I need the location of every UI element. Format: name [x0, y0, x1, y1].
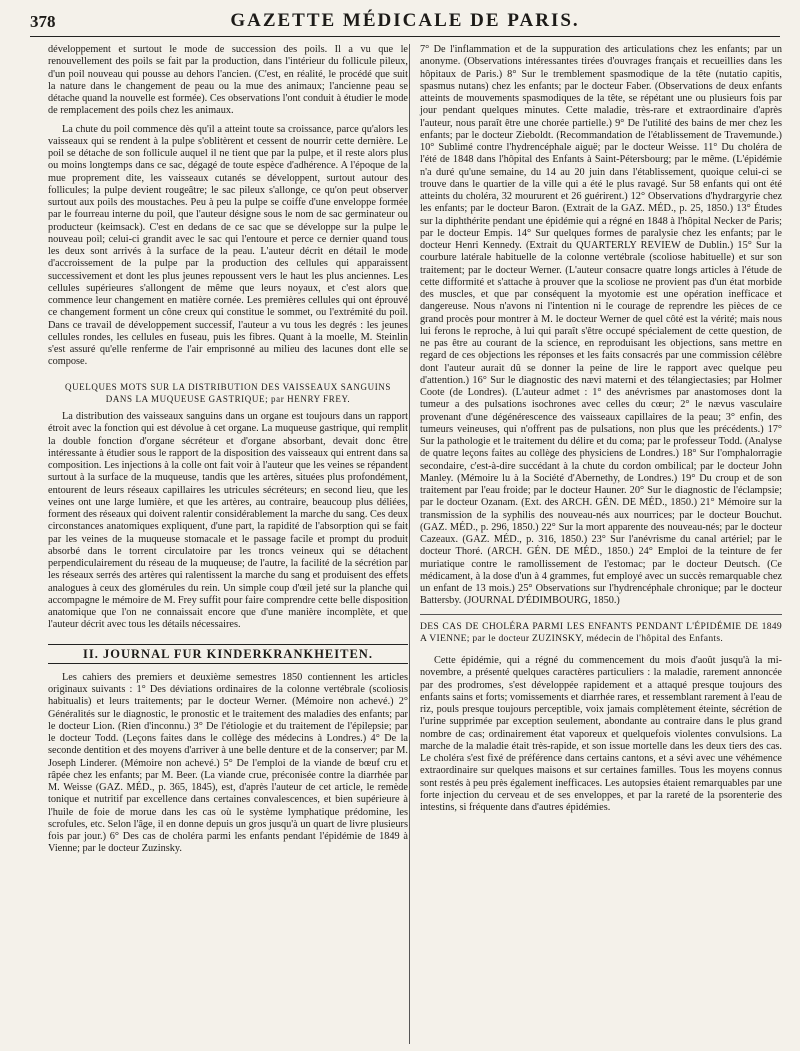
page-number: 378 [30, 12, 56, 31]
left-column [48, 44, 408, 856]
left-paragraph-3: La distribution des vaisseaux sanguins dans un organe est toujours dans un rapport étroit avec la fonction qui est dévolue à cet organe. La muqueuse gastrique, qui remplit la double fonction d'organe sécréteur et d'organe absorbant, devait donc être intéressante à étudier sous le rapport de la disposition des vaisseaux qui entrent dans sa composition. Les injections à la colle ont fait voir à l'auteur que les veines se répandent surtout à la surface de la muqueuse, tandis que les artères, situées plus profondément, entourent de leurs réseaux capillaires les utricules sécréteurs; en second lieu, que les veines ont une large lumière, et que les artères, au contraire, beaucoup plus déliées, forment des réseaux qui doivent ralentir considérablement la marche du sang. Ces deux circonstances anatomiques expliquent, d'une part, la rapidité de l'absorption qui se fait par les veines de la muqueuse stomacale et le passage facile et prompt du produit absorbé dans le torrent circulatoire par les troncs veineux qui se détachent perpendiculairement du réseau de la muqueuse; de l'autre, la facilité de la sécrétion par les réseaux serrés des artères qui ralentissent la marche du sang et produisent des effets analogues à ceux des glomérules du rein. Un simple coup d'œil jeté sur la planche qui accompagne le mémoire de M. Frey suffit pour faire comprendre cette belle disposition anatomique que l'on ne connaissait encore que d'une manière incomplète, et que l'auteur décrit avec tous les détails nécessaires. [48, 411, 408, 631]
page-header [30, 6, 780, 37]
left-paragraph-4: Les cahiers des premiers et deuxième semestres 1850 contiennent les articles originaux suivants : 1° Des déviations ordinaires de la colonne vertébrale (scoliosis habitualis) et leurs traitements; par le docteur Werner. (Mémoire non achevé.) 2° Généralités sur le diagnostic, le pronostic et le traitement des maladies des enfants; par le docteur Lion. (Rien d'inconnu.) 3° De l'étiologie et du traitement de l'épilepsie; par le docteur Todd. (Leçons faites dans le collège des médecins à Londres.) 4° De la seconde dentition et des moyens d'arriver à une belle denture et de la conserver; par M. Joseph Linderer. (Mémoire non achevé.) 5° De l'emploi de la viande de bœuf cru et râpée chez les enfants; par M. Beer. (La viande crue, préconisée contre la diarrhée par M. Weisse (GAZ. MÉD., p. 365, 1845), est, d'après l'auteur de cet article, le remède tonique et nutritif par excellence dans certaines convalescences, et bien supérieure à l'huile de foie de morue dans les cas où le système lymphatique prédomine, les scrofules, etc. Selon l'âge, il en donne depuis un gros jusqu'à un quart de livre plusieurs fois par jour.) 6° Des cas de choléra parmi les enfants pendant l'épidémie de 1849 à Vienne; par le docteur Zuzinsky. [48, 671, 408, 855]
column-divider [409, 44, 410, 1044]
journal-title: GAZETTE MÉDICALE DE PARIS. [230, 10, 580, 31]
divider-rule [420, 614, 782, 615]
right-paragraph-1: 7° De l'inflammation et de la suppuration des articulations chez les enfants; par un anonyme. (Observations intéressantes tirées d'ouvrages français et recueillies dans les hôpitaux de Paris.) 8° Sur le tremblement spasmodique de la tête (nutatio capitis, spasmus nutans) chez les enfants; par le docteur Faber. (Observations de deux enfants atteints de mouvements spasmodiques de la tête, se répétant une ou plusieurs fois par jour pendant quelques minutes. Cette maladie, très-rare et extraordinaire d'après l'auteur, nous paraît être une chorée partielle.) 9° De l'utilité des bains de mer chez les enfants; par le docteur Zieboldt. (Recommandation de l'établissement de Travemunde.) 10° Sublimé contre l'hydrencéphale aiguë; par le docteur Weisse. 11° Du choléra de l'été de 1848 dans l'hôpital des Enfants à Saint-Pétersbourg; par le même. (L'épidémie n'a duré qu'une semaine, du 14 au 20 juin dans l'établissement, quoique celui-ci se trouve dans le quartier de la ville qui a été le plus ravagé. Sur 58 enfants qui ont été atteints du choléra, 32 moururent et 26 guérirent.) 12° Observations d'hydrargyrie chez les enfants; par le docteur Baron. (Extrait de la GAZ. MÉD., p. 25, 1850.) 13° Études sur la diphthérite pendant une épidémie qui a régné en 1848 à l'hôpital Necker de Paris; par le docteur Empis. 14° Sur quelques formes de paralysie chez les enfants; par le docteur Henri Kennedy. (Extrait du QUARTERLY REVIEW de Dublin.) 15° Sur la courbure latérale habituelle de la colonne vertébrale (scoliose habituelle) et sur son traitement; par le docteur Werner. (L'auteur consacre quatre longs articles à l'étude de cette difformité et s'attache à prouver que la scoliose ne provient pas d'un état morbide des muscles, et que par conséquent la myotomie est une opération inefficace et dangereuse. Nous n'avons ni l'intention ni le courage de reprendre les pièces de ce grand procès pour montrer à M. le docteur Werner de quel côté est la vérité; mais nous lui ferons le reproche, à lui qui paraît s'être occupé spécialement de cette question, de ne pas être au courant de la science, en reproduisant les objections, sans mettre en regard de ces objections les réponses et les faits consacrés par une commission célèbre dont l'auteur aurait dû se donner la peine de lire le rapport avec quelque peu d'attention.) 16° Sur le diagnostic des nævi materni et des télangiectasies; par Holmer Coote (de Londres). (L'auteur admet : 1° des anévrismes par anastomoses dont la tumeur a des pulsations isochrones avec celles du cœur; 2° le nævus vasculaire provenant d'une dégénérescence des vaisseaux capillaires de la peau; 3° enfin, des tumeurs veineuses, qui n'offrent pas de pulsations, non plus que les précédents.) 17° Sur la pathologie et le traitement du délire et du coma; par le professeur Todd. (Analyse de quatre leçons faites au collège des physiciens de Londres.) 18° Sur l'omphalorragie secondaire, c'est-à-dire succédant à la chute du cordon ombilical; par le docteur John Manley. (Mémoire lu à la Société d'Abernethy, de Londres.) 19° Du croup et de son traitement par l'eau froide; par le docteur Hauner. 20° Sur le diagnostic de l'éclampsie; par le docteur Ozanam. (Ext. des ARCH. GÉN. DE MÉD., 1850.) 21° Mémoire sur la transmission de la syphilis des nouveau-nés aux nourrices; par le docteur Bouchut. (GAZ. MÉD., p. 296, 1850.) 22° Sur la mort apparente des nouveau-nés; par le docteur Cazeaux. (GAZ. MÉD., p. 316, 1850.) 23° Sur l'anévrisme du canal artériel; par le docteur Thoré. (ARCH. GÉN. DE MÉD., 1850.) 24° Emploi de la teinture de fer muriatique contre le ramollissement de l'estomac; par le docteur Deutsch. (Ce médicament, à la dose d'un à 4 grammes, fut employé avec un succès remarquable chez un enfant de 13 mois.) 25° Observations sur l'hydrencéphale chronique; par le docteur Battersby. (JOURNAL D'ÉDIMBOURG, 1850.) [420, 44, 782, 607]
section-heading: II. JOURNAL FUR KINDERKRANKHEITEN. [48, 644, 408, 664]
left-paragraph-2: La chute du poil commence dès qu'il a atteint toute sa croissance, parce qu'alors les vaisseaux qui se rendent à la pulpe s'oblitèrent et cessent de nourrir cette dernière. Le poil se détache de son follicule auquel il ne tient que par la pulpe, et il reste alors plus ou moins longtemps dans ce sac, dégagé de toute espèce d'adhérence. A l'époque de la mue proprement dite, les vaisseaux cutanés se développent, surtout autour des follicules; la pulpe devient rougeâtre; le sac pileux s'allonge, ce qu'on peut observer surtout aux poils des moustaches. Peu à peu la pulpe se coiffe d'une enveloppe formée par le fourreau interne du poil, que l'auteur désigne sous le nom de sac germinateur ou producteur (keimsack). C'est en dedans de ce sac que se développe sur la pulpe le nouveau poil; celui-ci grandit avec le sac qui l'entoure et perce ce dernier quand tous les deux sont arrivés à la surface de la peau. L'auteur décrit en détail le mode d'accroissement de la pulpe par la production des cellules qui apparaissent successivement et dont les plus jeunes repoussent vers le haut les plus anciennes. Les cellules supérieures s'allongent de même que leurs noyaux, et c'est alors que commence leur changement en matière cornée. Les premières cellules qui ont éprouvé ce changement forment un cône creux qui constitue le sommet, ou l'extrémité du poil. Dans ce travail de développement successif, l'auteur a vu tous les degrés : les jeunes cellules rondes, les cellules en fuseau, puis les fibres. Quant à la moelle, M. Steinlin s'est assuré qu'elle renferme de l'air emprisonné au milieu des lacunes dont elle se compose. [48, 123, 408, 368]
left-paragraph-1: développement et surtout le mode de succession des poils. Il a vu que le renouvellement des poils se fait par la production, dans l'intérieur du follicule pileux, d'un poil nouveau qui pousse au dehors l'ancien. (C'est, en réalité, le procédé que suit la nature dans le changement de peau ou la mue des animaux; l'ancienne peau se détache quand la nouvelle est formée). Ces observations l'ont conduit à étudier le mode de remplacement des poils chez les animaux. [48, 44, 408, 117]
right-column [420, 44, 782, 814]
right-paragraph-2: Cette épidémie, qui a régné du commencement du mois d'août jusqu'à la mi-novembre, a présenté quelques caractères particuliers : la maladie, rarement annoncée par des prodromes, s'est développée rapidement et a attaqué presque toujours des enfants sains et forts; vomissements et diarrhée rares, et ressemblant rarement à l'eau de riz, pouls presque toujours perceptible, voix jamais complètement éteinte, sécrétion de l'urine supprimée par exception seulement, abondante au contraire dans le plus grand nombre de cas; ordinairement état vaporeux et quelquefois violentes convulsions. La marche de la maladie était très-rapide, et son issue mortelle dans les deux tiers des cas. Le choléra s'est fixé de préférence dans certains cantons, et a sévi avec une véhémence extraordinaire sur quelques maisons et sur certaines familles. Tous les moyens connus sont restés à peu près également inefficaces. Les autopsies étaient remarquables par une forte injection du cerveau et de ses enveloppes, et par la rareté de la psorenterie des intestins, si fréquente dans d'autres épidémies. [420, 655, 782, 813]
article-subheading-frey: QUELQUES MOTS SUR LA DISTRIBUTION DES VAISSEAUX SANGUINS DANS LA MUQUEUSE GASTRIQUE; par HENRY FREY. [64, 381, 392, 404]
article-subheading-zuzinsky: DES CAS DE CHOLÉRA PARMI LES ENFANTS PENDANT L'ÉPIDÉMIE DE 1849 A VIENNE; par le docteur ZUZINSKY, médecin de l'hôpital des Enfants. [420, 620, 782, 644]
